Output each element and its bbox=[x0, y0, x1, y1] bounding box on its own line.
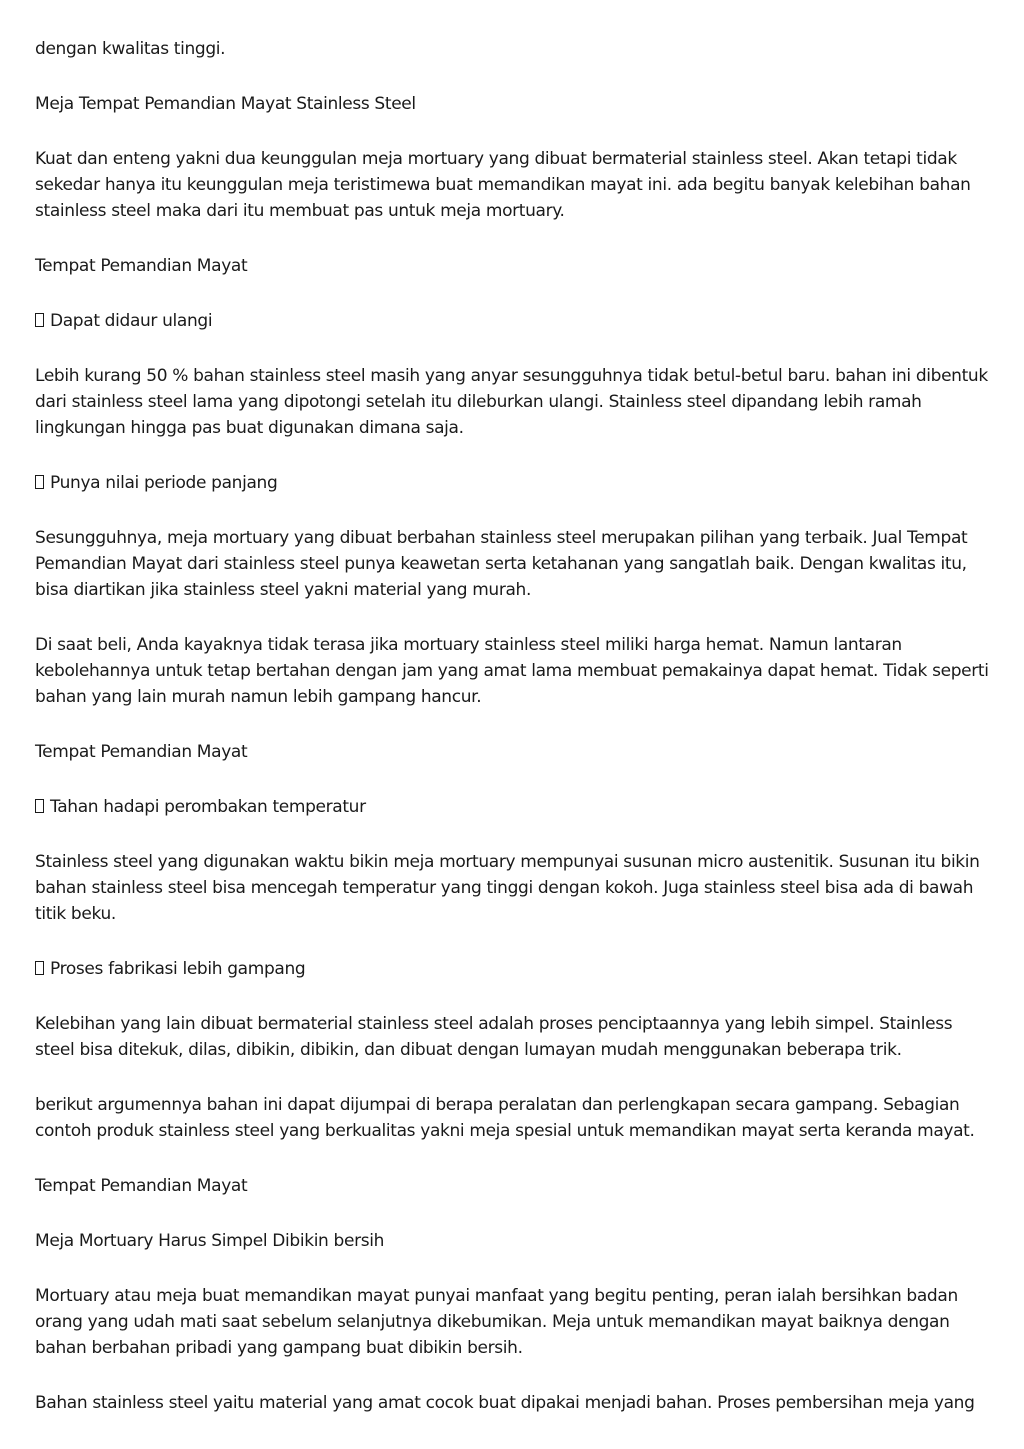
document-body bbox=[35, 36, 990, 1445]
section-heading: Meja Tempat Pemandian Mayat Stainless Steel bbox=[35, 94, 416, 114]
section-heading: Meja Mortuary Harus Simpel Dibikin bersih bbox=[35, 1231, 385, 1251]
paragraph: Stainless steel yang digunakan waktu bikin meja mortuary mempunyai susunan micro austenitik. Susunan itu bikin bahan stainless steel bisa mencegah temperatur yang tinggi dengan kokoh. Juga stainless steel bisa ada di bawah titik beku. bbox=[35, 852, 980, 924]
section-heading: Tempat Pemandian Mayat bbox=[35, 1176, 248, 1196]
paragraph: Kuat dan enteng yakni dua keunggulan meja mortuary yang dibuat bermaterial stainless steel. Akan tetapi tidak sekedar hanya itu keunggulan meja teristimewa buat memandikan mayat ini. ada begitu banyak kelebihan bahan stainless steel maka dari itu membuat pas untuk meja mortuary. bbox=[35, 149, 971, 221]
paragraph: Lebih kurang 50 % bahan stainless steel masih yang anyar sesungguhnya tidak betul-betul baru. bahan ini dibentuk dari stainless steel lama yang dipotongi setelah itu dileburkan ulangi. Stainless steel dipandang lebih ramah lingkungan hingga pas buat digunakan dimana saja. bbox=[35, 366, 988, 438]
bullet-item-label: Proses fabrikasi lebih gampang bbox=[50, 959, 306, 979]
bullet-item bbox=[35, 956, 990, 982]
paragraph: Mortuary atau meja buat memandikan mayat punyai manfaat yang begitu penting, peran ialah bersihkan badan orang yang udah mati saat sebelum selanjutnya dikebumikan. Meja untuk memandikan mayat baiknya dengan bahan berbahan pribadi yang gampang buat dibikin bersih. bbox=[35, 1286, 958, 1358]
bullet-item-label: Dapat didaur ulangi bbox=[50, 311, 213, 331]
missing-glyph-box-icon bbox=[35, 961, 44, 975]
paragraph: Sesungguhnya, meja mortuary yang dibuat berbahan stainless steel merupakan pilihan yang terbaik. Jual Tempat Pemandian Mayat dari stainless steel punya keawetan serta ketahanan yang sangatlah baik. Dengan kwalitas itu, bisa diartikan jika stainless steel yakni material yang murah. bbox=[35, 528, 968, 600]
bullet-item-label: Punya nilai periode panjang bbox=[50, 473, 278, 493]
paragraph: Di saat beli, Anda kayaknya tidak terasa jika mortuary stainless steel miliki harga hemat. Namun lantaran kebolehannya untuk tetap bertahan dengan jam yang amat lama membuat pemakainya dapat hemat. Tidak seperti bahan yang lain murah namun lebih gampang hancur. bbox=[35, 635, 989, 707]
paragraph: dengan kwalitas tinggi. bbox=[35, 39, 226, 59]
section-heading: Tempat Pemandian Mayat bbox=[35, 256, 248, 276]
bullet-item bbox=[35, 308, 990, 334]
missing-glyph-box-icon bbox=[35, 475, 44, 489]
paragraph: berikut argumennya bahan ini dapat dijumpai di berapa peralatan dan perlengkapan secara gampang. Sebagian contoh produk stainless steel yang berkualitas yakni meja spesial untuk memandikan mayat serta keranda mayat. bbox=[35, 1095, 975, 1141]
missing-glyph-box-icon bbox=[35, 313, 44, 327]
paragraph: Kelebihan yang lain dibuat bermaterial stainless steel adalah proses penciptaannya yang lebih simpel. Stainless steel bisa ditekuk, dilas, dibikin, dibikin, dan dibuat dengan lumayan mudah menggunakan beberapa trik. bbox=[35, 1014, 953, 1060]
bullet-item bbox=[35, 470, 990, 496]
bullet-item bbox=[35, 794, 990, 820]
missing-glyph-box-icon bbox=[35, 799, 44, 813]
paragraph: Bahan stainless steel yaitu material yang amat cocok buat dipakai menjadi bahan. Proses pembersihan meja yang bbox=[35, 1393, 975, 1413]
bullet-item-label: Tahan hadapi perombakan temperatur bbox=[50, 797, 366, 817]
section-heading: Tempat Pemandian Mayat bbox=[35, 742, 248, 762]
